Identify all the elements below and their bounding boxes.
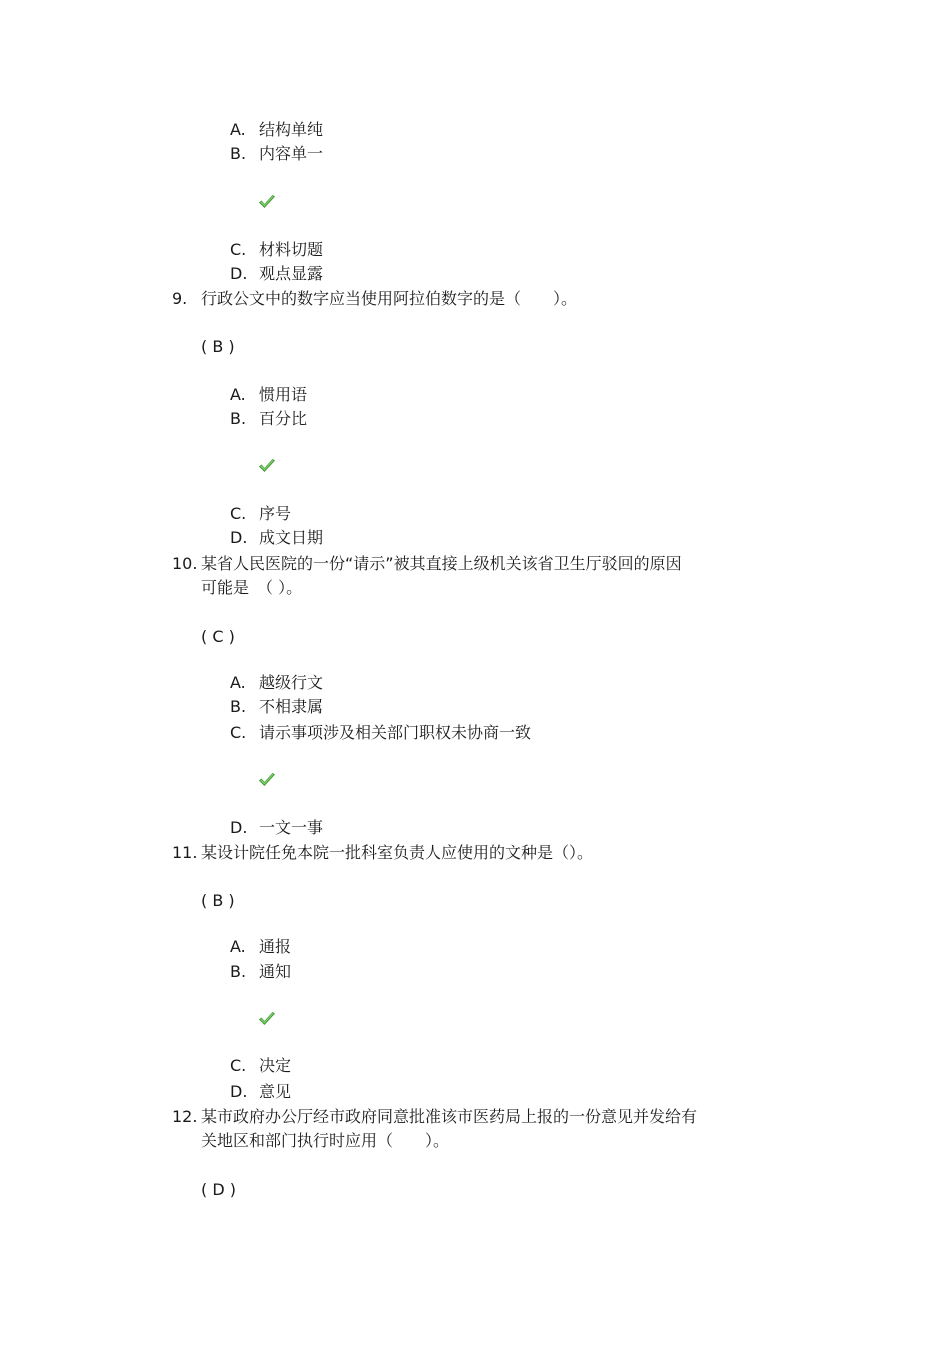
q8-option-a: A. 结构单纯	[230, 120, 324, 139]
q11-option-a: A. 通报	[230, 937, 292, 956]
question-text: 某设计院任免本院一批科室负责人应使用的文种是（）。	[201, 843, 594, 862]
check-icon	[258, 193, 276, 211]
q10-option-d: D. 一文一事	[230, 818, 324, 837]
question-number: 12.	[172, 1107, 198, 1126]
q11-option-b: B. 通知	[230, 962, 292, 981]
answer-label: ( C )	[201, 627, 235, 646]
q8-option-c: C. 材料切题	[230, 240, 324, 259]
q11-option-c: C. 决定	[230, 1056, 292, 1075]
question-number: 10.	[172, 554, 198, 573]
q8-option-b: B. 内容单一	[230, 144, 324, 163]
q11-option-d: D. 意见	[230, 1082, 292, 1101]
answer-label: ( B )	[201, 891, 235, 910]
q9-option-a: A. 惯用语	[230, 385, 308, 404]
check-icon	[258, 771, 276, 789]
answer-label: ( D )	[201, 1180, 236, 1199]
check-icon	[258, 457, 276, 475]
q10-option-c: C. 请示事项涉及相关部门职权未协商一致	[230, 723, 532, 742]
q9-option-c: C. 序号	[230, 504, 292, 523]
question-text: 某市政府办公厅经市政府同意批准该市医药局上报的一份意见并发给有 关地区和部门执行时应用（ ）。	[201, 1107, 698, 1150]
q10-option-b: B. 不相隶属	[230, 697, 324, 716]
question-text: 行政公文中的数字应当使用阿拉伯数字的是（ ）。	[201, 289, 578, 308]
check-icon	[258, 1010, 276, 1028]
q9-option-b: B. 百分比	[230, 409, 308, 428]
question-number: 11.	[172, 843, 198, 862]
question-number: 9.	[172, 289, 188, 308]
q10-option-a: A. 越级行文	[230, 673, 324, 692]
answer-label: ( B )	[201, 337, 235, 356]
question-text: 某省人民医院的一份“请示”被其直接上级机关该省卫生厅驳回的原因 可能是 （ ）。	[201, 554, 682, 597]
q8-option-d: D. 观点显露	[230, 264, 324, 283]
q9-option-d: D. 成文日期	[230, 528, 324, 547]
